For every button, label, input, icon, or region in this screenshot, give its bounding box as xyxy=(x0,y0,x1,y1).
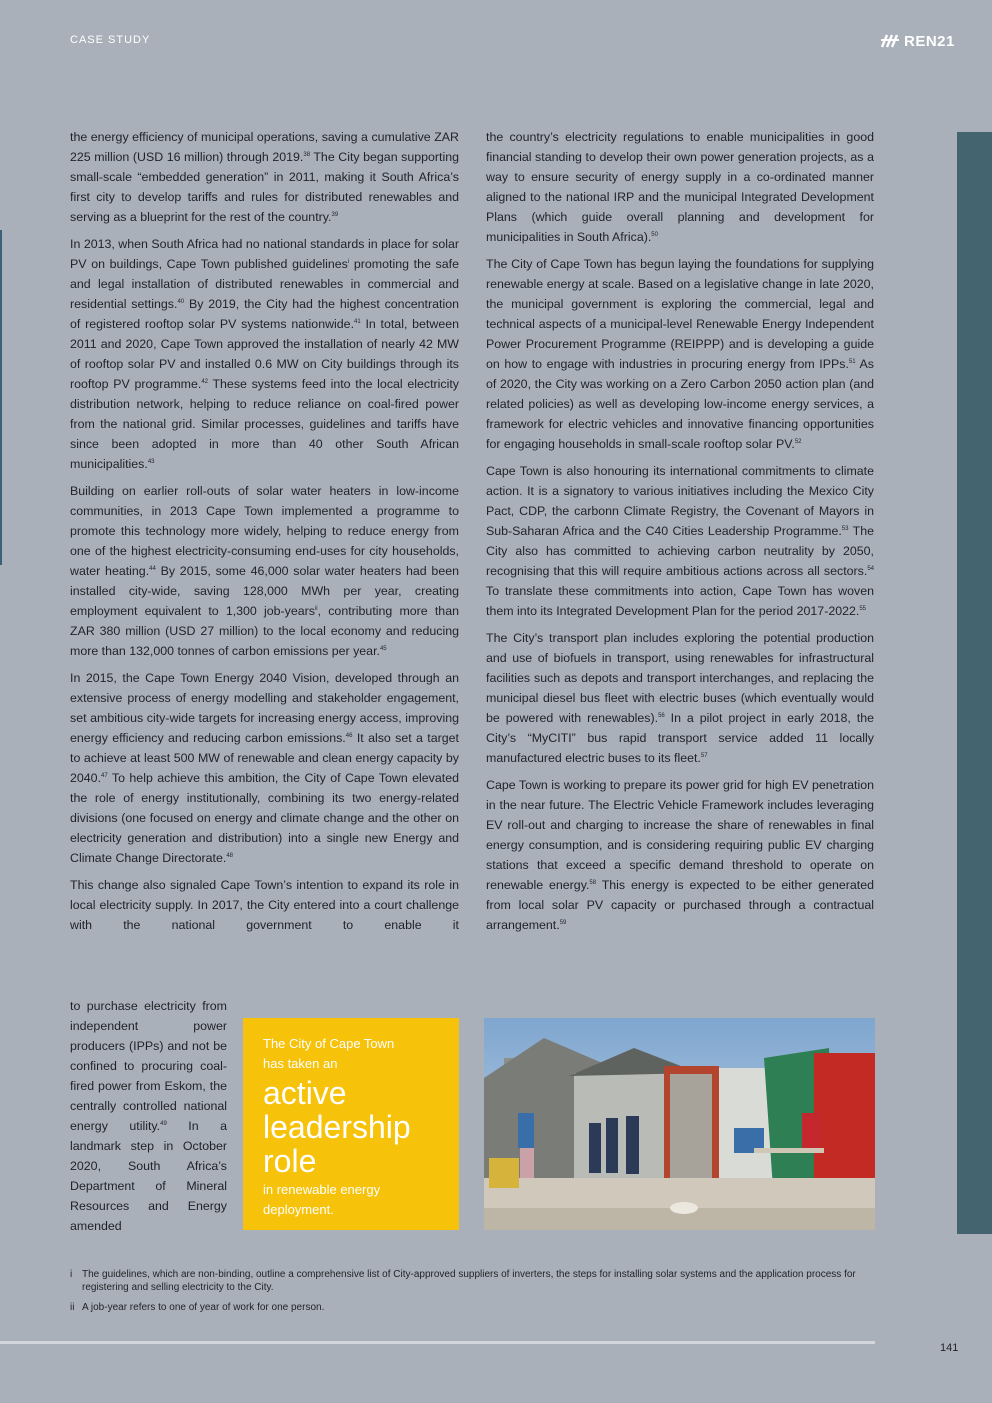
callout-highlight: active leadership role xyxy=(263,1075,411,1179)
page-number: 141 xyxy=(940,1342,959,1354)
footnote: i The guidelines, which are non-binding, outline a comprehensive list of City-approved suppliers of inverters, the steps for installing solar systems and the application process for registering and selling electricity to the City. xyxy=(70,1269,856,1293)
side-color-bar xyxy=(957,132,992,1234)
paragraph: This change also signaled Cape Town’s intention to expand its role in local electricity supply. In 2017, the City entered into a court challenge with the national government to enable it xyxy=(70,878,459,932)
bottom-rule xyxy=(0,1341,875,1344)
photo-illustration xyxy=(484,1018,875,1230)
callout-line: in renewable energy xyxy=(263,1182,381,1197)
left-edge-marker xyxy=(0,230,2,565)
callout-line: The City of Cape Town xyxy=(263,1036,395,1051)
township-photo xyxy=(484,1018,875,1230)
callout-line: deployment. xyxy=(263,1202,334,1217)
left-column xyxy=(70,127,459,942)
ren21-logo-icon xyxy=(880,33,900,49)
callout-line: has taken an xyxy=(263,1056,338,1071)
paragraph: Cape Town is working to prepare its power grid for high EV penetration in the near future. The Electric Vehicle Framework includes leveraging EV roll-out and charging to increase the share of renewables in final energy consumption, and is considering requiring public EV charging stations that exceed a specific demand threshold to operate on renewable energy.$^{58}$ This energy is expected to be either generated from local solar PV capacity or purchased through a contractual arrangement.$^{59}$ xyxy=(486,778,874,932)
paragraph: In 2015, the Cape Town Energy 2040 Vision, developed through an extensive process of energy modelling and stakeholder engagement, set ambitious city-wide targets for increasing energy access, improving energy efficiency and reducing carbon emissions.$^{46}$ It also set a target to achieve at least 500 MW of renewable and clean energy capacity by 2040.47 To help achieve this ambition, the City of Cape Town elevated the role of energy institutionally, combining its two energy-related divisions (one focused on energy and climate change and the other on electricity generation and distribution) into a single new Energy and Climate Change Directorate.$^{48}$ xyxy=(70,671,459,865)
footnotes xyxy=(70,1268,870,1321)
footnote: ii A job-year refers to one of year of work for one person. xyxy=(70,1302,325,1313)
paragraph: the energy efficiency of municipal operations, saving a cumulative ZAR 225 million (USD 16 million) through 2019.38 The City began supporting small-scale “embedded generation” in 2011, making it South Africa’s first city to develop tariffs and rules for distributed renewables and serving as a blueprint for the rest of the country.$^{39}$ xyxy=(70,130,459,224)
brand-name: REN21 xyxy=(904,32,955,50)
paragraph: The City of Cape Town has begun laying the foundations for supplying renewable energy at scale. Based on a legislative change in late 2020, the municipal government is exploring the commercial, legal and technical aspects of a municipal-level Renewable Energy Independent Power Procurement Programme (REIPPP) and is developing a guide on how to engage with industries in procuring energy from IPPs.$^{51}$ As of 2020, the City was working on a Zero Carbon 2050 action plan (and related policies) as well as developing low-income energy services, a framework for electric vehicles and innovative financing opportunities for engaging households in small-scale rooftop solar PV.$^{52}$ xyxy=(486,257,874,451)
paragraph: In 2013, when South Africa had no national standards in place for solar PV on buildings, Cape Town published guidelines$^i$ promoting the safe and legal installation of distributed renewables in commercial and residential settings.$^{40}$ By 2019, the City had the highest concentration of registered rooftop solar PV systems nationwide.$^{41}$ In total, between 2011 and 2020, Cape Town approved the installation of nearly 42 MW of rooftop solar PV and installed 0.6 MW on City buildings through its rooftop PV programme.$^{42}$ These systems feed into the local electricity distribution network, helping to reduce reliance on coal-fired power from the national grid. Similar processes, guidelines and tariffs have since been adopted in more than 40 other South African municipalities.$^{43}$ xyxy=(70,237,459,471)
paragraph: Building on earlier roll-outs of solar water heaters in low-income communities, in 2013 Cape Town implemented a programme to promote this technology more widely, helping to reduce energy from one of the highest electricity-consuming end-uses for city households, water heating.$^{44}$ By 2015, some 46,000 solar water heaters had been installed city-wide, saving 128,000 MWh per year, creating employment equivalent to 1,300 job-years$^{ii}$, contributing more than ZAR 380 million (USD 27 million) to the local economy and reducing more than 132,000 tonnes of carbon emissions per year.$^{45}$ xyxy=(70,484,459,658)
narrow-column xyxy=(70,996,227,1243)
paragraph: to purchase electricity from independent power producers (IPPs) and not be confined to procuring coal-fired power from Eskom, the centrally controlled national energy utility.$^{49}$ In a landmark step in October 2020, South Africa’s Department of Mineral Resources and Energy amended xyxy=(70,999,227,1233)
section-label: CASE STUDY xyxy=(70,34,151,46)
paragraph: Cape Town is also honouring its international commitments to climate action. It is a signatory to various initiatives including the Mexico City Pact, CDP, the carbonn Climate Registry, the Covenant of Mayors in Sub-Saharan Africa and the C40 Cities Leadership Programme.$^{53}$ The City also has committed to achieving carbon neutrality by 2050, recognising that this will require ambitious actions across all sectors.$^{54}$ To translate these commitments into action, Cape Town has woven them into its Integrated Development Plan for the period 2017-2022.55 xyxy=(486,464,874,618)
paragraph: The City’s transport plan includes exploring the potential production and use of biofuels in transport, using renewables for infrastructural facilities such as depots and transport interchanges, and replacing the municipal diesel bus fleet with electric buses (which eventually would be powered with renewables).$^{56}$ In a pilot project in early 2018, the City’s “MyCITI” bus rapid transport service added 11 locally manufactured electric buses to its fleet.$^{57}$ xyxy=(486,631,874,765)
right-column xyxy=(486,127,874,942)
paragraph: the country’s electricity regulations to enable municipalities in good financial standing to develop their own power generation projects, as a way to ensure security of energy supply in a co-ordinated manner aligned to the national IRP and the municipal Integrated Development Plans (which guide overall planning and development for municipalities in South Africa).$^{50}$ xyxy=(486,130,874,244)
brand-logo xyxy=(880,32,955,50)
callout-box xyxy=(243,1018,459,1230)
